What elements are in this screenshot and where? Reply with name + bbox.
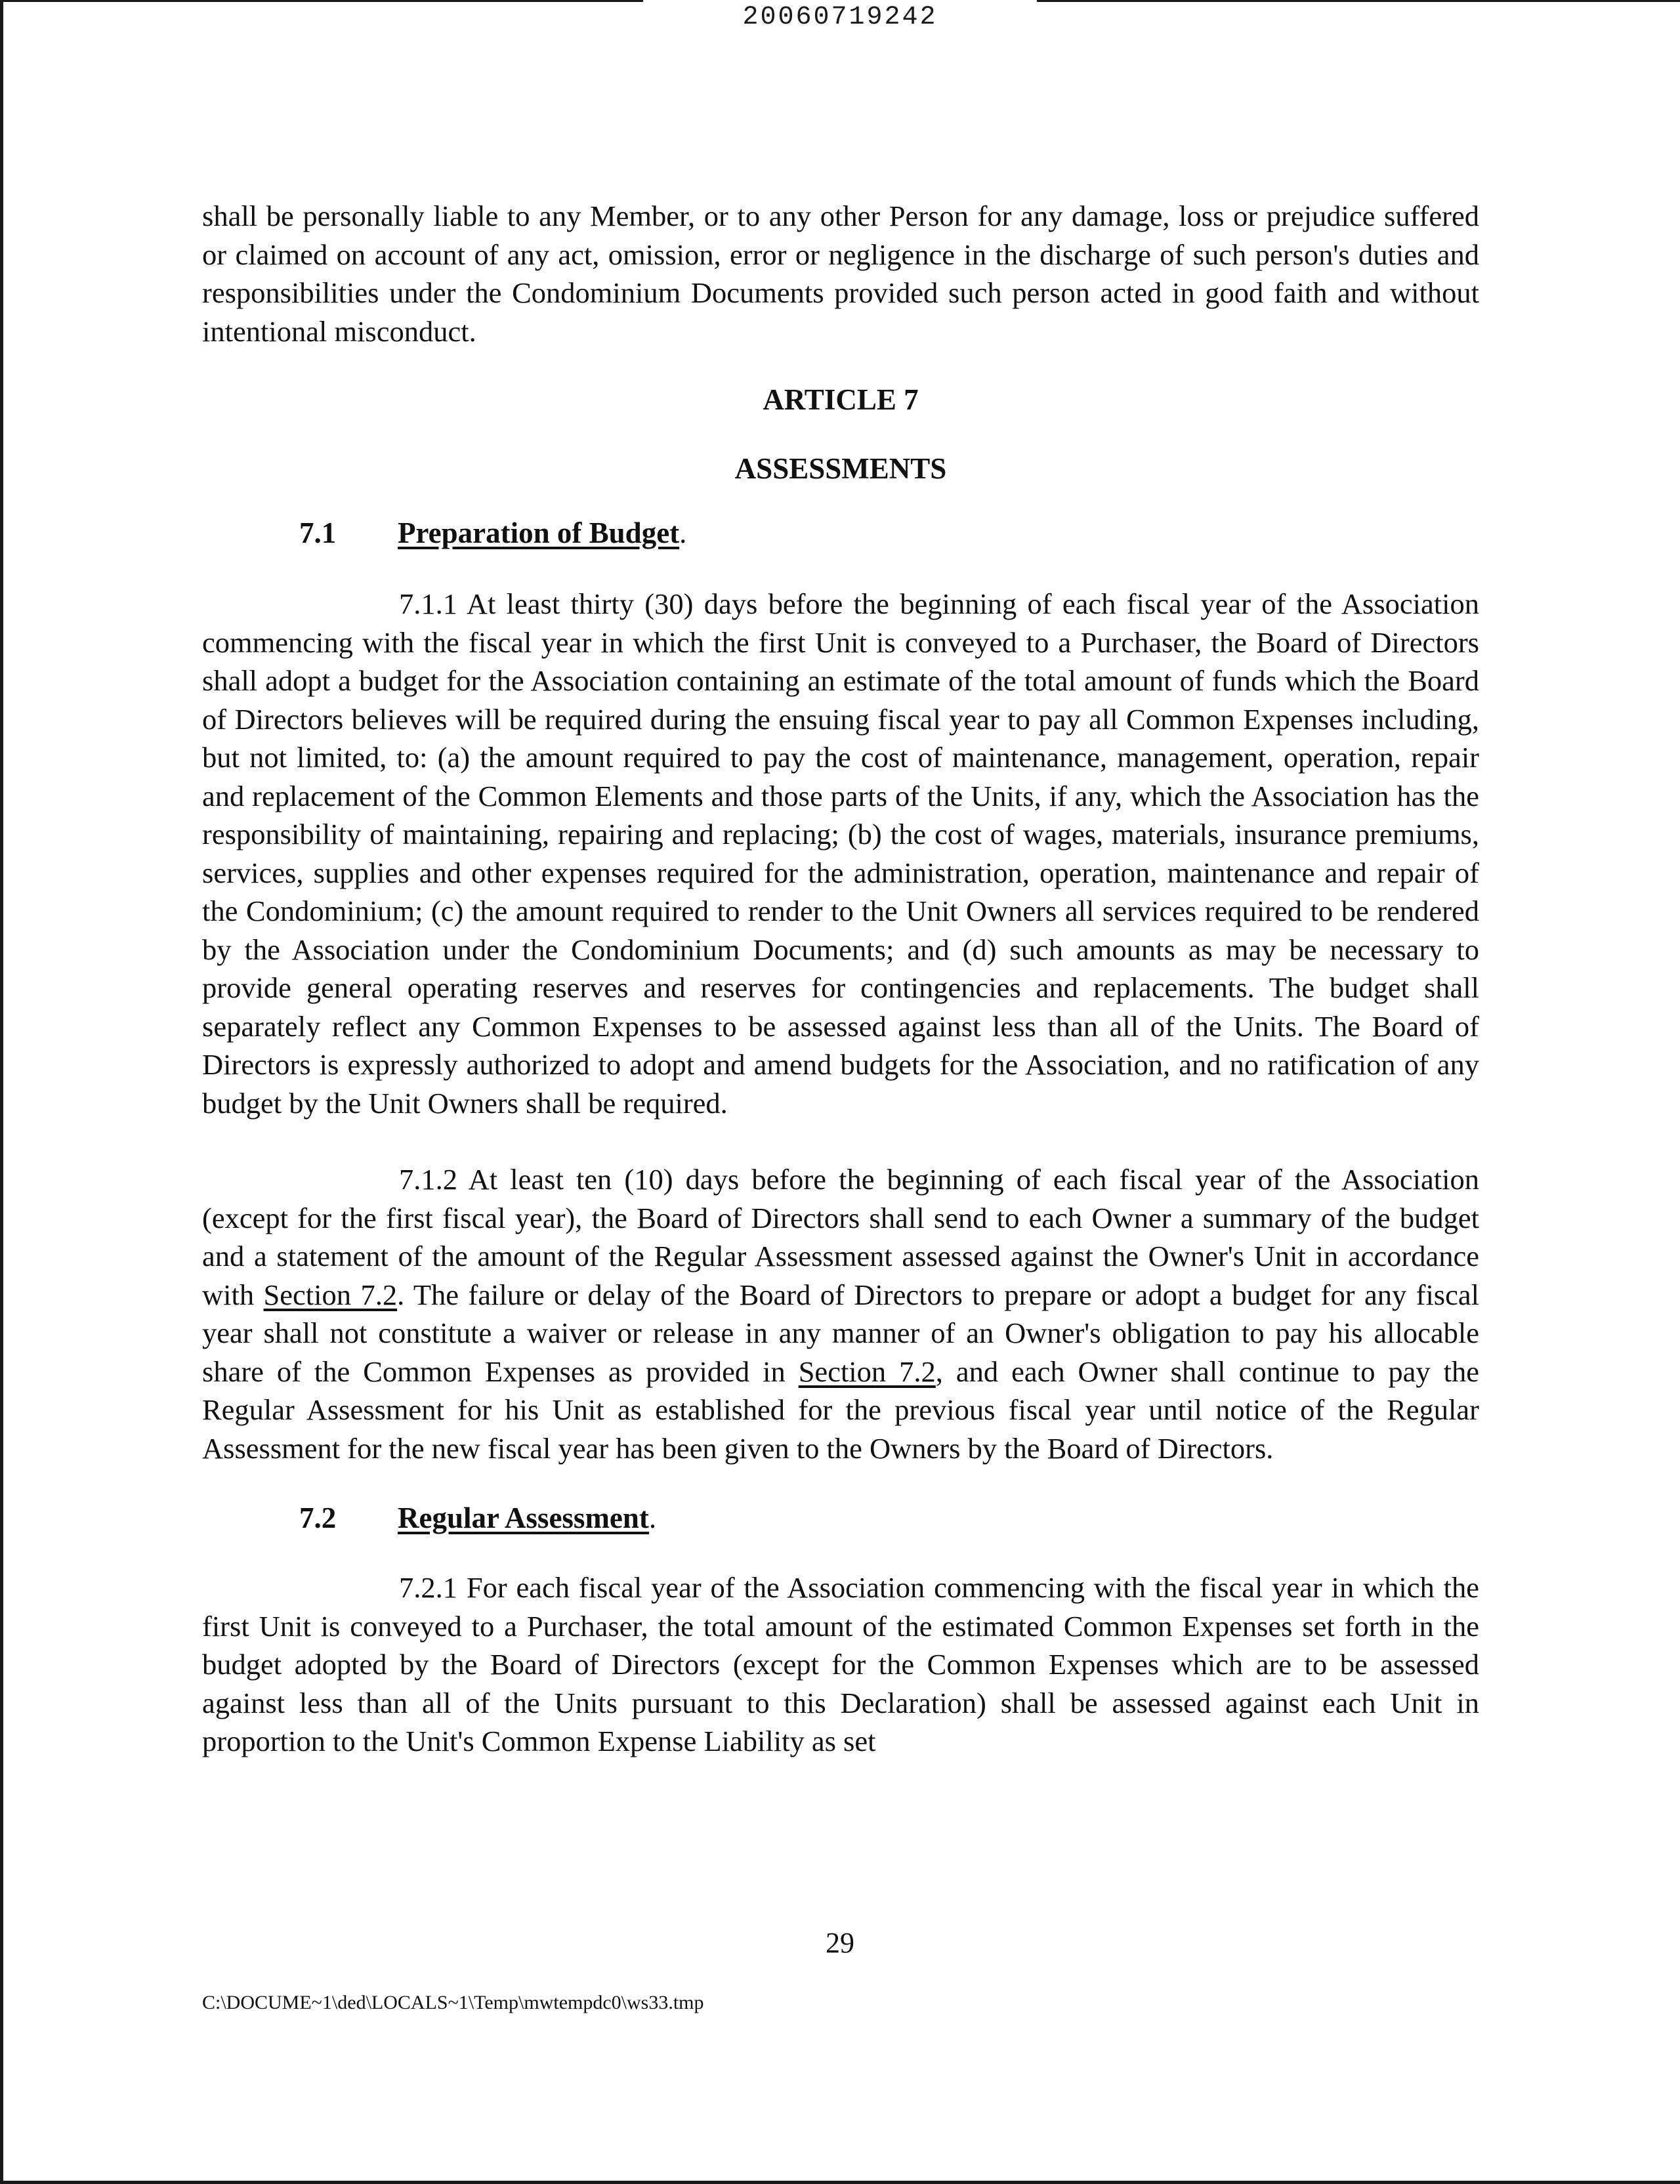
paragraph-7-1-2 — [202, 1160, 1479, 1467]
section-7-1-title-wrap — [398, 514, 686, 552]
section-7-1-number: 7.1 — [299, 516, 337, 549]
paragraph-7-2-1: 7.2.1 For each fiscal year of the Association commencing with the fiscal year in which the first Unit is conveyed to a Purchaser, the total amount of the estimated Common Expenses set forth in the budget adopted by the Board of Directors (except for the Common Expenses which are to be assessed against less than all of the Units pursuant to this Declaration) shall be assessed against each Unit in proportion to the Unit's Common Expense Liability as set — [202, 1571, 1479, 1757]
scan-border-bottom — [0, 2181, 1680, 2184]
paragraph-7-1-2-part2: . The failure or delay of the Board of Directors to prepare or adopt a budget for any fiscal year shall not constitute a waiver or release in any manner of an Owner's obligation to pay his allocable share of the Common Expenses as provided in — [202, 1278, 1479, 1388]
scan-top-rule-right — [1037, 0, 1680, 2]
section-7-2-reference-link[interactable]: Section 7.2 — [263, 1278, 398, 1311]
paragraph-7-1-2-part3: , and each Owner shall continue to pay the Regular Assessment for his Unit as established for the previous fiscal year until notice of the Regular Assessment for the new fiscal year has been given to the Owners by the Board of Directors. — [202, 1354, 1480, 1465]
section-7-2-title-wrap — [398, 1499, 656, 1537]
article-title: ASSESSMENTS — [734, 452, 947, 485]
section-7-1-heading — [202, 514, 1479, 552]
section-7-2-number: 7.2 — [299, 1502, 337, 1534]
article-heading: ARTICLE 7 — [763, 383, 919, 416]
scan-top-rule-left — [0, 0, 643, 2]
scan-border-left — [0, 0, 3, 2184]
paragraph-7-1-2-part1: 7.1.2 At least ten (10) days before the beginning of each fiscal year of the Association (except for the first fiscal year), the Board of Directors shall send to each Owner a summary of the budget and a statement of the amount of the Regular Assessment assessed against the Owner's Unit in accordance with — [202, 1163, 1479, 1311]
intro-paragraph: shall be personally liable to any Member, or to any other Person for any damage, loss or prejudice suffered or claimed on account of any act, omission, error or negligence in the discharge of such person's duties and responsibilities under the Condominium Documents provided such person acted in good faith and without intentional misconduct. — [202, 200, 1479, 348]
file-path: C:\DOCUME~1\ded\LOCALS~1\Temp\mwtempdc0\ws33.tmp — [202, 1992, 704, 2013]
page-number: 29 — [826, 1927, 854, 1959]
section-7-2-reference-link-2[interactable]: Section 7.2 — [798, 1354, 936, 1388]
section-7-1-title: Preparation of Budget — [398, 516, 680, 549]
section-7-2-title: Regular Assessment — [398, 1502, 649, 1534]
section-7-2-title-suffix: . — [648, 1502, 657, 1534]
document-page — [202, 197, 1479, 1761]
paragraph-7-1-1: 7.1.1 At least thirty (30) days before the beginning of each fiscal year of the Association commencing with the fiscal year in which the first Unit is conveyed to a Purchaser, the Board of Directors shall adopt a budget for the Association containing an estimate of the total amount of funds which the Board of Directors believes will be required during the ensuing fiscal year to pay all Common Expenses including, but not limited, to: (a) the amount required to pay the cost of maintenance, management, operation, repair and replacement of the Common Elements and those parts of the Units, if any, which the Association has the responsibility of maintaining, repairing and replacing; (b) the cost of wages, materials, insurance premiums, services, supplies and other expenses required for the administration, operation, maintenance and repair of the Condominium; (c) the amount required to render to the Unit Owners all services required to be rendered by the Association under the Condominium Documents; and (d) such amounts as may be necessary to provide general operating reserves and reserves for contingencies and replacements. The budget shall separately reflect any Common Expenses to be assessed against less than all of the Units. The Board of Directors is expressly authorized to adopt and amend budgets for the Association, and no ratification of any budget by the Unit Owners shall be required. — [202, 587, 1479, 1120]
section-7-1-title-suffix: . — [679, 516, 687, 549]
section-7-2-heading — [202, 1499, 1479, 1537]
document-number: 20060719242 — [742, 3, 938, 32]
